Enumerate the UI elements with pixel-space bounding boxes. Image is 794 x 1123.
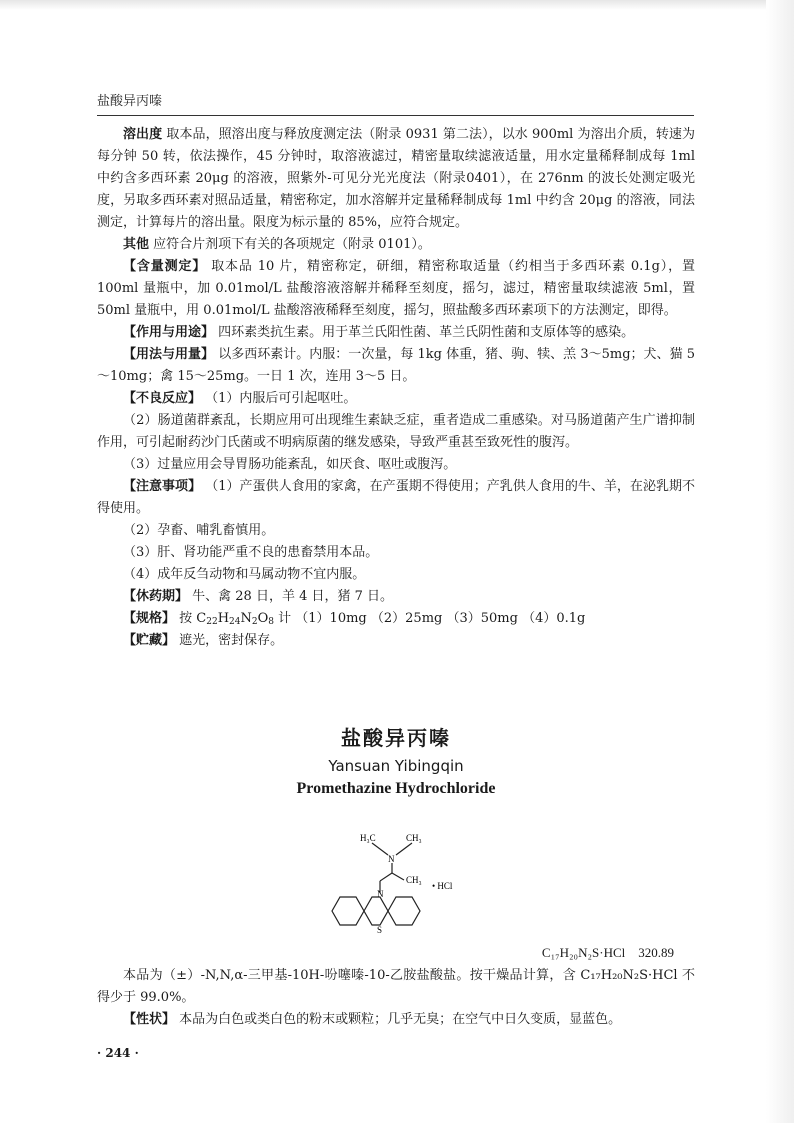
action-label: 【作用与用途】 [123,325,215,340]
spec-sub-c: 22 [206,617,218,627]
header-rule [97,115,694,116]
molecular-formula: C₁₇H₂₀N₂S·HCl [541,945,626,960]
main-body [97,124,695,652]
ring-s-label: S [377,925,383,935]
storage-text: 遮光，密封保存。 [179,633,284,648]
h3c-label: H₃C [360,833,376,843]
dosage-label: 【用法与用量】 [123,347,215,362]
withdrawal-text: 牛、禽 28 日，羊 4 日，猪 7 日。 [192,589,394,604]
caution-item-2: （2）孕畜、哺乳畜慎用。 [123,523,275,538]
withdrawal-paragraph [97,586,695,608]
definition-paragraph: 本品为（±）-N,N,α-三甲基-10H-吩噻嗪-10-乙胺盐酸盐。按干燥品计算，含 C₁₇H₂₀N₂S·HCl 不得少于 99.0%。 [97,968,695,1005]
caution-item-3: （3）肝、肾功能严重不良的患畜禁用本品。 [123,545,379,560]
monograph-title-en: Promethazine Hydrochloride [296,780,496,797]
spec-n: N [240,611,252,626]
dissolution-label: 溶出度 [123,127,163,142]
withdrawal-label: 【休药期】 [123,589,189,604]
spec-sub-h: 24 [229,617,241,627]
adverse-label: 【不良反应】 [123,391,202,406]
monograph-title-pinyin: Yansuan Yibingqin [328,757,464,775]
formula-line [542,945,674,961]
monograph-title-cn: 盐酸异丙嗪 [341,726,451,750]
spec-sub-n: 2 [251,617,258,627]
amine-n-label: N [388,854,395,864]
adverse-paragraph [97,388,695,410]
dosage-text: 以多西环素计。内服：一次量，每 1kg 体重，猪、驹、犊、羔 3～5mg；犬、猫 5～10mg；禽 15～25mg。一日 1 次，连用 3～5 日。 [97,347,695,384]
running-header: 盐酸异丙嗪 [97,94,163,109]
storage-paragraph [97,630,695,652]
action-paragraph [97,322,695,344]
molecular-weight: 320.89 [638,945,674,960]
ch3-side-label: CH₃ [406,875,422,885]
other-paragraph [97,234,695,256]
scan-top-edge [0,0,794,10]
property-text: 本品为白色或类白色的粉末或颗粒；几乎无臭；在空气中日久变质，显蓝色。 [179,1012,622,1027]
caution-label: 【注意事项】 [123,479,202,494]
spec-rest: 计 （1）10mg （2）25mg （3）50mg （4）0.1g [274,611,586,626]
adverse-item-2: （2）肠道菌群紊乱，长期应用可出现维生素缺乏症，重者造成二重感染。对马肠道菌产生广谱抑制作用，可引起耐药沙门氏菌或不明病原菌的继发感染，导致严重甚至致死性的腹泻。 [97,413,695,450]
assay-text: 取本品 10 片，精密称定，研细，精密称取适量（约相当于多西环素 0.1g），置 100ml 量瓶中，加 0.01mol/L 盐酸溶液溶解并稀释至刻度，摇匀，滤过，精密量取续滤液 5ml，置 50ml 量瓶中，用 0.01mol/L 盐酸溶液稀释至刻度，摇匀，照盐酸多西环素项下的方法测定，即得。 [97,259,695,318]
property-paragraph [97,1009,695,1031]
promethazine-structure [320,825,480,945]
ring-n-label: N [377,889,384,899]
assay-paragraph [97,256,695,322]
spec-h: H [217,611,230,626]
assay-label: 【含量测定】 [123,259,207,274]
spec-sub-o: 8 [268,617,275,627]
spec-o: O [257,611,269,626]
spec-prefix: 按 C [179,611,207,626]
caution-paragraph [97,476,695,520]
storage-label: 【贮藏】 [123,633,176,648]
hcl-label: • HCl [432,881,453,891]
dosage-paragraph [97,344,695,388]
caution-item-1: （1）产蛋供人食用的家禽，在产蛋期不得使用；产乳供人食用的牛、羊，在泌乳期不得使用。 [97,479,695,516]
page-number: · 244 · [97,1046,139,1060]
monograph-body [97,965,695,1031]
dissolution-text: 取本品，照溶出度与释放度测定法（附录 0931 第二法），以水 900ml 为溶出介质，转速为每分钟 50 转，依法操作，45 分钟时，取溶液滤过，精密量取续滤液适量，用水定量稀释制成每 1ml 中约含多西环素 20μg 的溶液，照紫外-可见分光光度法（附录0401），在 276nm 的波长处测定吸光度，另取多西环素对照品适量，精密称定，加水溶解并定量稀释制成每 1ml 中约含 20μg 的溶液，同法测定，计算每片的溶出量。限度为标示量的 85%，应符合规定。 [97,127,695,230]
scan-side-shade [766,0,794,1123]
adverse-item-3: （3）过量应用会导胃肠功能紊乱，如厌食、呕吐或腹泻。 [123,457,457,472]
other-label: 其他 [123,237,150,252]
dissolution-paragraph [97,124,695,234]
caution-item-4: （4）成年反刍动物和马属动物不宜内服。 [123,567,366,582]
adverse-item-1: （1）内服后可引起呕吐。 [205,391,357,406]
property-label: 【性状】 [123,1012,176,1027]
spec-label: 【规格】 [123,611,176,626]
ch3-top-label: CH₃ [406,833,422,843]
other-text: 应符合片剂项下有关的各项规定（附录 0101）。 [153,237,431,252]
spec-paragraph [97,608,695,630]
action-text: 四环素类抗生素。用于革兰氏阳性菌、革兰氏阴性菌和支原体等的感染。 [218,325,635,340]
